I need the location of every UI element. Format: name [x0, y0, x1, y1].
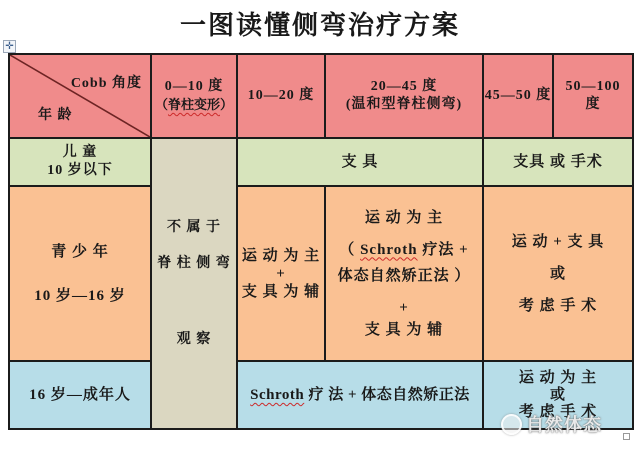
treatment-table	[8, 53, 634, 430]
posture-method-line: 体态自然矫正法 ）	[337, 267, 471, 284]
schroth-posture-line	[250, 386, 470, 404]
brace-or-surgery-label: 支具 或 手术	[513, 154, 603, 170]
scoliosis-line: 脊 柱 侧 弯	[157, 256, 231, 271]
table-move-handle-icon[interactable]	[3, 40, 16, 53]
header-0-10-line1: 0—10 度	[164, 79, 224, 94]
schroth-word: Schroth	[360, 241, 418, 258]
spine-deform-word: 脊柱变形	[167, 97, 220, 112]
row-children-age-cell	[10, 139, 152, 187]
header-20-45-line2: (温和型脊柱侧弯)	[345, 97, 463, 112]
header-50-100-line2: 度	[585, 97, 601, 112]
adult-age-range: 16 岁—成年人	[29, 387, 131, 403]
consider-surgery-line: 考 虑 手 术	[518, 297, 598, 314]
header-20-45-line1: 20—45 度	[370, 79, 438, 94]
sport-main-line: 运 动 为 主	[364, 209, 444, 226]
watermark	[501, 411, 602, 437]
teen-label: 青 少 年	[51, 243, 109, 260]
corner-age-label: 年 龄	[38, 108, 73, 123]
teen-sport-plus-brace-cell	[484, 187, 634, 362]
schroth-therapy-line	[339, 241, 468, 259]
header-10-20-deg	[238, 55, 326, 139]
brace-aux-line: 支 具 为 辅	[364, 321, 444, 338]
header-10-20-label: 10—20 度	[247, 88, 315, 103]
move-arrows-glyph: ✛	[5, 40, 14, 52]
sport-main-line: 运 动 为 主	[518, 369, 598, 386]
header-20-45-deg	[326, 55, 484, 139]
consider-surgery-line: 考 虑 手 术	[518, 403, 598, 420]
watermark-text: 自然体态	[526, 415, 602, 435]
children-brace-cell	[238, 139, 484, 187]
row-teen-age-cell	[10, 187, 152, 362]
sport-main-line: 运 动 为 主	[241, 247, 321, 264]
not-belong-line: 不 属 于	[167, 220, 221, 235]
children-label: 儿 童	[62, 145, 98, 160]
plus-sign: +	[399, 299, 409, 316]
teen-schroth-cell	[326, 187, 484, 362]
sport-plus-brace-line: 运 动 + 支 具	[511, 233, 605, 250]
corner-header-cell	[10, 55, 152, 139]
page-title: 一图读懂侧弯治疗方案	[179, 11, 460, 40]
paren-close: ）	[220, 97, 234, 112]
brace-aux-line: 支 具 为 辅	[241, 283, 321, 300]
therapy-plus: 疗法 +	[417, 241, 469, 258]
table-resize-handle[interactable]	[623, 433, 630, 440]
row-adult-age-cell	[10, 362, 152, 430]
diagonal-divider-line	[10, 55, 150, 137]
plus-sign: +	[276, 265, 286, 282]
schroth-word: Schroth	[250, 387, 305, 403]
header-50-100-deg	[554, 55, 634, 139]
not-scoliosis-observe-cell	[152, 139, 238, 430]
children-brace-or-surgery-cell	[484, 139, 634, 187]
therapy-method-text: 疗 法 + 体态自然矫正法	[304, 387, 470, 403]
brace-label: 支 具	[341, 154, 379, 170]
header-0-10-deg	[152, 55, 238, 139]
paren-open: （	[339, 241, 361, 258]
header-50-100-line1: 50—100	[565, 79, 621, 94]
or-word: 或	[549, 386, 566, 403]
paren-open: （	[154, 97, 168, 112]
children-age-range: 10 岁以下	[47, 163, 113, 178]
adult-schroth-cell	[238, 362, 484, 430]
or-word: 或	[549, 265, 566, 282]
header-45-50-deg	[484, 55, 554, 139]
watermark-logo-icon	[501, 414, 522, 435]
header-0-10-line2	[155, 96, 233, 114]
header-45-50-label: 45—50 度	[484, 88, 552, 103]
teen-age-range: 10 岁—16 岁	[34, 287, 126, 304]
teen-sport-brace-cell	[238, 187, 326, 362]
corner-angle-label: Cobb 角度	[70, 76, 142, 91]
observe-line: 观 察	[176, 332, 212, 347]
